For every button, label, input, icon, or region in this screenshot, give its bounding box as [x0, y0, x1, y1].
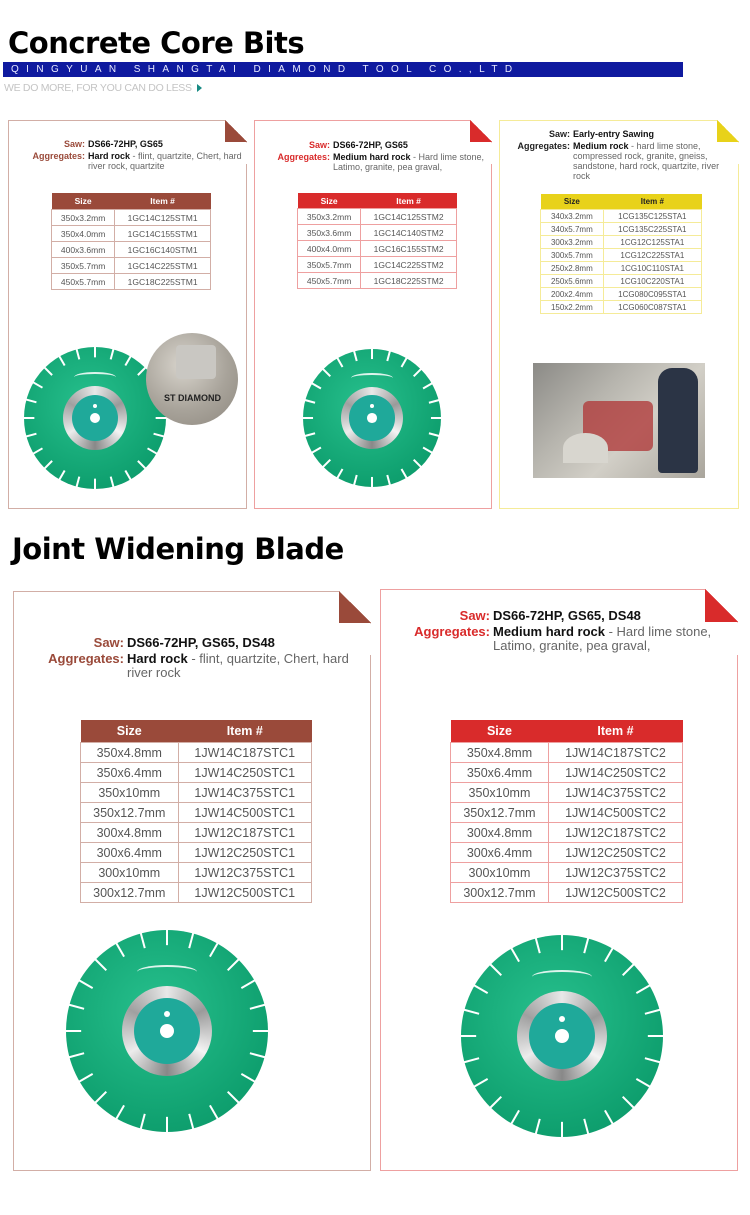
saw-value: DS66-72HP, GS65, DS48 [127, 635, 275, 650]
diamond-saw-blade-image [66, 930, 268, 1132]
size-cell: 350x3.6mm [298, 225, 361, 241]
saw-label: Saw: [308, 140, 330, 150]
size-cell: 300x10mm [451, 863, 549, 883]
size-cell: 250x5.6mm [541, 275, 604, 288]
saw-value: DS66-72HP, GS65 [333, 140, 408, 150]
blade-slot [622, 1096, 635, 1109]
item-number-cell: 1JW14C187STC2 [548, 743, 682, 763]
table-row [541, 236, 702, 249]
aggregates-label: Aggregates: [517, 141, 570, 151]
size-cell: 350x5.7mm [52, 258, 115, 274]
column-header: Item # [396, 195, 421, 206]
item-number-cell: 1GC18C225STM2 [361, 273, 457, 289]
blade-slot [431, 417, 442, 419]
column-header: Size [563, 197, 580, 206]
aggregate-description: - Hard lime stone, Latimo, granite, pea graval, [333, 152, 485, 172]
saw-value: Early-entry Sawing [573, 129, 655, 139]
column-header: Item # [640, 197, 664, 206]
item-number-cell: 1CG12C225STA1 [603, 249, 701, 262]
blade-slot [241, 979, 256, 989]
item-number-cell: 1CG135C125STA1 [603, 210, 701, 223]
item-number-cell: 1JW12C250STC1 [178, 843, 311, 863]
rotation-arrow-icon [532, 970, 593, 984]
table-row [451, 763, 683, 783]
table-row [52, 242, 211, 258]
product-card-hard-rock-joint [13, 591, 371, 1171]
table-row [451, 803, 683, 823]
size-cell: 400x3.6mm [52, 242, 115, 258]
table-row [541, 275, 702, 288]
blade-slot [413, 459, 422, 468]
blade-slot [510, 1110, 520, 1125]
item-number-cell: 1JW14C250STC1 [178, 763, 311, 783]
size-cell: 300x4.8mm [451, 823, 549, 843]
operator-shape [658, 368, 698, 473]
blade-slot [460, 1035, 476, 1037]
rotation-arrow-icon [74, 372, 117, 383]
size-cell: 350x10mm [81, 783, 179, 803]
item-number-cell: 1GC14C140STM2 [361, 225, 457, 241]
diamond-saw-blade-image [24, 347, 166, 489]
item-number-cell: 1GC16C155STM2 [361, 241, 457, 257]
blade-slot [94, 958, 107, 971]
size-cell: 150x2.2mm [541, 301, 604, 314]
blade-slot [386, 350, 391, 361]
table-row [298, 241, 457, 257]
blade-slot [32, 447, 43, 454]
blade-slot [561, 1122, 563, 1138]
blade-pin-hole [559, 1016, 565, 1022]
blade-slot [250, 1052, 266, 1058]
blade-slot [156, 417, 167, 419]
table-row [451, 843, 683, 863]
blade-slot [645, 1057, 661, 1063]
blade-slot [583, 1119, 589, 1135]
saw-value: DS66-72HP, GS65 [88, 139, 163, 149]
blade-slot [423, 447, 434, 454]
table-row [451, 743, 683, 763]
item-number-cell: 1CG060C087STA1 [603, 301, 701, 314]
saw-machine-shape [176, 345, 216, 379]
slogan-text: WE DO MORE, FOR YOU CAN DO LESS [4, 82, 192, 94]
blade-slot [489, 1096, 502, 1109]
spec-info [261, 140, 489, 172]
aggregate-type: Medium hard rock [493, 624, 605, 639]
blade-slot [304, 399, 315, 404]
item-number-cell: 1JW14C187STC1 [178, 743, 311, 763]
blade-slot [68, 1052, 84, 1058]
column-header: Item # [150, 196, 175, 206]
table-row [451, 883, 683, 903]
item-number-cell: 1CG12C125STA1 [603, 236, 701, 249]
rotation-arrow-icon [351, 373, 392, 383]
blade-slot [166, 1117, 168, 1133]
spec-table [450, 720, 683, 903]
item-number-cell: 1JW12C187STC1 [178, 823, 311, 843]
saw-blade-guard-shape [563, 433, 608, 463]
item-number-cell: 1JW14C250STC2 [548, 763, 682, 783]
aggregate-type: Medium hard rock [333, 152, 411, 162]
blade-slot [302, 417, 313, 419]
size-cell: 350x4.8mm [81, 743, 179, 763]
blade-slot [463, 1057, 479, 1063]
table-row [298, 209, 457, 225]
size-cell: 300x12.7mm [451, 883, 549, 903]
table-row [52, 274, 211, 290]
blade-slot [311, 382, 322, 389]
size-cell: 350x4.8mm [451, 743, 549, 763]
blade-slot [241, 1073, 256, 1083]
table-header-row [451, 720, 683, 743]
blade-slot [371, 477, 373, 488]
blade-slot [75, 348, 80, 359]
blade-slot [648, 1035, 664, 1037]
item-number-cell: 1CG10C220STA1 [603, 275, 701, 288]
blade-slot [115, 1105, 125, 1120]
item-number-cell: 1JW12C187STC2 [548, 823, 682, 843]
blade-slot [510, 947, 520, 962]
size-cell: 340x5.7mm [541, 223, 604, 236]
aggregate-description: - flint, quartzite, Chert, hard river rock [127, 651, 349, 680]
spec-table [51, 193, 211, 290]
item-number-cell: 1JW14C375STC1 [178, 783, 311, 803]
item-number-cell: 1JW12C375STC1 [178, 863, 311, 883]
spec-table [540, 194, 702, 314]
size-cell: 300x12.7mm [81, 883, 179, 903]
table-row [81, 743, 312, 763]
table-row [541, 210, 702, 223]
item-number-cell: 1GC16C140STM1 [115, 242, 211, 258]
blade-slot [25, 433, 36, 438]
product-card-hard-rock-core [8, 120, 247, 509]
spec-info [385, 609, 730, 653]
blade-slot [473, 984, 488, 994]
item-number-cell: 1GC14C225STM2 [361, 257, 457, 273]
size-cell: 400x4.0mm [298, 241, 361, 257]
item-number-cell: 1JW12C375STC2 [548, 863, 682, 883]
blade-slot [353, 475, 358, 486]
size-cell: 250x2.8mm [541, 262, 604, 275]
blade-slot [250, 1004, 266, 1010]
blade-slot [413, 368, 422, 377]
concrete-saw-operator-photo [533, 363, 705, 478]
blade-slot [386, 475, 391, 486]
blade-slot [311, 447, 322, 454]
blade-slot [94, 1091, 107, 1104]
blade-slot [188, 1114, 194, 1130]
table-row [298, 257, 457, 273]
company-band: QINGYUAN SHANGTAI DIAMOND TOOL CO.,LTD [3, 62, 683, 77]
table-row [52, 258, 211, 274]
table-row [52, 210, 211, 226]
item-number-cell: 1GC14C125STM1 [115, 210, 211, 226]
item-number-cell: 1JW14C375STC2 [548, 783, 682, 803]
blade-slot [535, 1119, 541, 1135]
blade-slot [78, 1073, 93, 1083]
aggregate-type: Hard rock [127, 651, 188, 666]
product-card-medium-hard-rock-joint [380, 589, 738, 1171]
blade-slot [147, 447, 158, 454]
blade-slot [32, 381, 43, 388]
blade-slot [153, 433, 164, 438]
aggregates-label: Aggregates: [32, 151, 85, 161]
column-header: Size [74, 196, 92, 206]
table-row [541, 288, 702, 301]
blade-slot [636, 1078, 651, 1088]
blade-slot [322, 459, 331, 468]
item-number-cell: 1GC18C225STM1 [115, 274, 211, 290]
table-row [81, 803, 312, 823]
spec-info [22, 636, 367, 680]
spec-info [17, 139, 242, 171]
blade-slot [561, 934, 563, 950]
section-title-concrete-core-bits: Concrete Core Bits [8, 26, 305, 60]
table-row [541, 223, 702, 236]
table-row [451, 783, 683, 803]
blade-arbor-hole [90, 413, 100, 423]
size-cell: 350x3.2mm [298, 209, 361, 225]
table-row [81, 883, 312, 903]
item-number-cell: 1CG10C110STA1 [603, 262, 701, 275]
play-arrow-icon [197, 84, 202, 92]
blade-slot [124, 470, 131, 481]
blade-slot [336, 469, 343, 480]
blade-slot [622, 963, 635, 976]
saw-value: DS66-72HP, GS65, DS48 [493, 608, 641, 623]
aggregate-type: Hard rock [88, 151, 131, 161]
blade-arbor-hole [555, 1029, 569, 1043]
slogan [4, 82, 202, 94]
column-header: Size [486, 724, 512, 738]
blade-slot [227, 1091, 240, 1104]
blade-slot [43, 366, 52, 375]
blade-slot [137, 460, 146, 469]
blade-slot [94, 479, 96, 490]
blade-arbor-hole [160, 1024, 174, 1038]
table-row [52, 226, 211, 242]
size-cell: 450x5.7mm [298, 273, 361, 289]
table-row [81, 823, 312, 843]
size-cell: 350x12.7mm [81, 803, 179, 823]
size-cell: 450x5.7mm [52, 274, 115, 290]
blade-slot [604, 947, 614, 962]
folded-corner-flap [339, 591, 371, 623]
blade-slot [68, 1004, 84, 1010]
blade-slot [110, 476, 115, 487]
blade-slot [124, 355, 131, 366]
size-cell: 350x6.4mm [81, 763, 179, 783]
item-number-cell: 1JW14C500STC1 [178, 803, 311, 823]
size-cell: 350x12.7mm [451, 803, 549, 823]
saw-label: Saw: [63, 139, 85, 149]
aggregate-type: Medium rock [573, 141, 629, 151]
table-row [451, 823, 683, 843]
blade-slot [304, 432, 315, 437]
table-row [81, 863, 312, 883]
section-title-joint-widening-blade: Joint Widening Blade [12, 532, 344, 566]
saw-label: Saw: [93, 635, 124, 650]
table-header-row [298, 193, 457, 209]
spec-table [297, 193, 457, 289]
item-number-cell: 1JW12C250STC2 [548, 843, 682, 863]
item-number-cell: 1JW12C500STC1 [178, 883, 311, 903]
item-number-cell: 1GC14C125STM2 [361, 209, 457, 225]
item-number-cell: 1JW14C500STC2 [548, 803, 682, 823]
blade-slot [78, 979, 93, 989]
folded-corner-flap [470, 120, 492, 142]
size-cell: 350x5.7mm [298, 257, 361, 273]
blade-slot [23, 417, 34, 419]
blade-slot [65, 1030, 81, 1032]
blade-slot [166, 929, 168, 945]
size-cell: 300x10mm [81, 863, 179, 883]
blade-slot [94, 346, 96, 357]
blade-slot [253, 1030, 269, 1032]
size-cell: 300x3.2mm [541, 236, 604, 249]
table-row [541, 301, 702, 314]
blade-slot [140, 932, 146, 948]
item-number-cell: 1JW12C500STC2 [548, 883, 682, 903]
saw-label: Saw: [548, 129, 570, 139]
blade-slot [43, 460, 52, 469]
blade-slot [227, 958, 240, 971]
saw-label: Saw: [459, 608, 490, 623]
table-row [541, 249, 702, 262]
column-header: Size [320, 195, 338, 206]
aggregates-label: Aggregates: [277, 152, 330, 162]
blade-slot [209, 1105, 219, 1120]
blade-slot [463, 1009, 479, 1015]
size-cell: 300x6.4mm [451, 843, 549, 863]
item-number-cell: 1GC14C225STM1 [115, 258, 211, 274]
table-row [81, 763, 312, 783]
table-row [298, 273, 457, 289]
table-row [451, 863, 683, 883]
blade-slot [25, 398, 36, 403]
size-cell: 200x2.4mm [541, 288, 604, 301]
aggregate-description: - hard lime stone, compressed rock, granite, gneiss, sandstone, hard rock, quartzite, river rock [573, 141, 720, 181]
blade-slot [583, 937, 589, 953]
blade-slot [336, 357, 343, 368]
item-number-cell: 1GC14C155STM1 [115, 226, 211, 242]
blade-slot [110, 348, 115, 359]
aggregate-description: - Hard lime stone, Latimo, granite, pea graval, [493, 624, 712, 653]
blade-slot [353, 350, 358, 361]
blade-slot [423, 382, 434, 389]
diamond-saw-blade-image [461, 935, 663, 1137]
table-row [298, 225, 457, 241]
blade-slot [401, 469, 408, 480]
blade-slot [209, 942, 219, 957]
aggregates-label: Aggregates: [414, 624, 490, 639]
blade-slot [58, 355, 65, 366]
blade-slot [75, 476, 80, 487]
blade-slot [645, 1009, 661, 1015]
table-row [81, 843, 312, 863]
blade-slot [115, 942, 125, 957]
rotation-arrow-icon [137, 965, 198, 979]
blade-slot [371, 348, 373, 359]
blade-slot [58, 470, 65, 481]
spec-table [80, 720, 312, 903]
blade-slot [429, 399, 440, 404]
blade-slot [636, 984, 651, 994]
photo-caption: ST DIAMOND [164, 393, 221, 403]
size-cell: 340x3.2mm [541, 210, 604, 223]
spec-info [504, 129, 736, 181]
blade-pin-hole [164, 1011, 170, 1017]
product-card-medium-hard-rock-core [254, 120, 492, 509]
aggregates-value [490, 625, 730, 653]
diamond-saw-blade-image [303, 349, 441, 487]
item-number-cell: 1CG135C225STA1 [603, 223, 701, 236]
blade-slot [489, 963, 502, 976]
aggregates-value [330, 152, 489, 172]
aggregates-value [570, 141, 736, 181]
aggregates-label: Aggregates: [48, 651, 124, 666]
size-cell: 350x3.2mm [52, 210, 115, 226]
item-number-cell: 1CG080C095STA1 [603, 288, 701, 301]
blade-slot [188, 932, 194, 948]
size-cell: 300x5.7mm [541, 249, 604, 262]
column-header: Item # [597, 724, 634, 738]
table-header-row [81, 720, 312, 743]
blade-slot [429, 432, 440, 437]
cutting-site-photo [146, 333, 238, 425]
blade-slot [322, 368, 331, 377]
table-row [81, 783, 312, 803]
aggregates-value [124, 652, 367, 680]
blade-arbor-hole [367, 413, 377, 423]
blade-slot [401, 357, 408, 368]
blade-slot [604, 1110, 614, 1125]
product-card-early-entry [499, 120, 739, 509]
blade-slot [140, 1114, 146, 1130]
blade-slot [535, 937, 541, 953]
aggregate-description: - flint, quartzite, Chert, hard river rock, quartzite [88, 151, 242, 171]
table-row [541, 262, 702, 275]
size-cell: 300x4.8mm [81, 823, 179, 843]
column-header: Size [116, 724, 142, 738]
column-header: Item # [226, 724, 263, 738]
table-header-row [52, 193, 211, 210]
size-cell: 350x4.0mm [52, 226, 115, 242]
blade-slot [473, 1078, 488, 1088]
table-header-row [541, 194, 702, 210]
size-cell: 350x6.4mm [451, 763, 549, 783]
aggregates-value [85, 151, 242, 171]
size-cell: 350x10mm [451, 783, 549, 803]
size-cell: 300x6.4mm [81, 843, 179, 863]
